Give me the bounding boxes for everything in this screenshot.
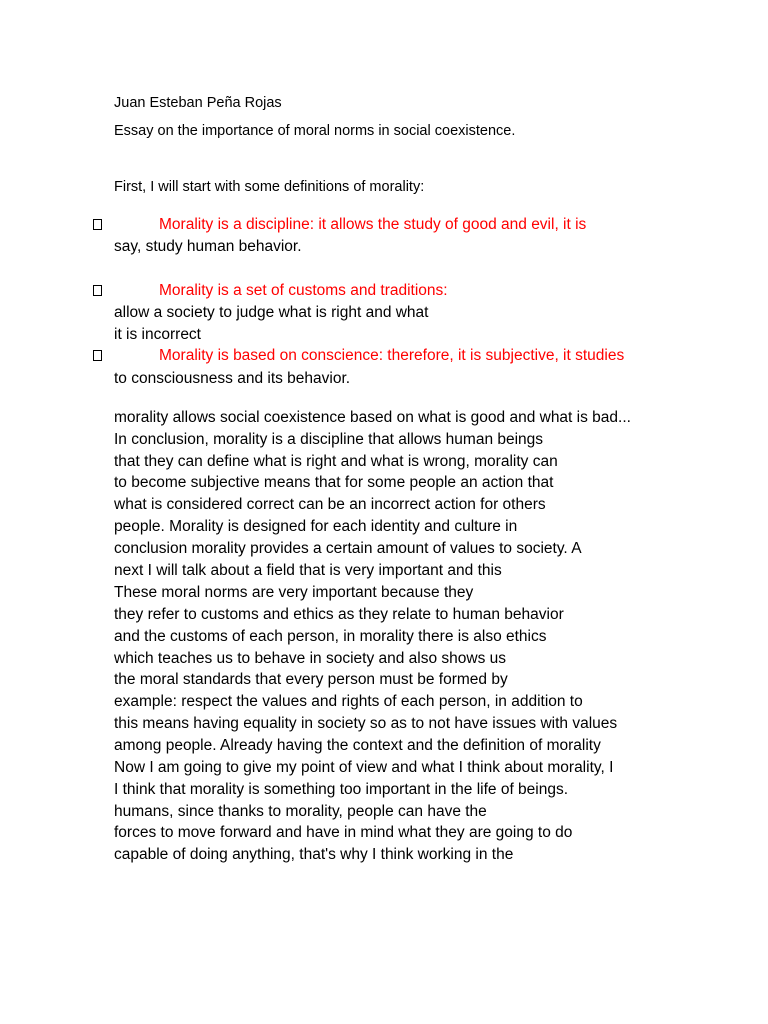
definition-1-heading: Morality is a discipline: it allows the study of good and evil, it is bbox=[159, 216, 587, 233]
body-line: morality allows social coexistence based on what is good and what is bad... bbox=[114, 409, 631, 426]
body-line: I think that morality is something too important in the life of beings. bbox=[114, 781, 569, 798]
body-line: that they can define what is right and what is wrong, morality can bbox=[114, 453, 558, 470]
definition-2-heading: Morality is a set of customs and traditions: bbox=[159, 282, 448, 299]
body-line: humans, since thanks to morality, people can have the bbox=[114, 803, 487, 820]
body-line: among people. Already having the context and the definition of morality bbox=[114, 737, 601, 754]
body-line: conclusion morality provides a certain amount of values to society. A bbox=[114, 540, 582, 557]
intro-sentence: First, I will start with some definitions of morality: bbox=[114, 179, 425, 195]
definition-2-continuation: allow a society to judge what is right and what bbox=[114, 304, 429, 321]
body-line: example: respect the values and rights of each person, in addition to bbox=[114, 693, 583, 710]
essay-title: Essay on the importance of moral norms in social coexistence. bbox=[114, 123, 516, 139]
definition-3-heading: Morality is based on conscience: therefore, it is subjective, it studies bbox=[159, 347, 625, 364]
body-line: this means having equality in society so as to not have issues with values bbox=[114, 715, 618, 732]
body-line: to become subjective means that for some people an action that bbox=[114, 474, 554, 491]
body-line: In conclusion, morality is a discipline that allows human beings bbox=[114, 431, 544, 448]
body-line: what is considered correct can be an incorrect action for others bbox=[114, 496, 546, 513]
bullet-glyph-icon bbox=[93, 219, 102, 230]
body-line: next I will talk about a field that is very important and this bbox=[114, 562, 502, 579]
body-line: capable of doing anything, that's why I think working in the bbox=[114, 846, 514, 863]
body-line: they refer to customs and ethics as they relate to human behavior bbox=[114, 606, 564, 623]
body-line: and the customs of each person, in morality there is also ethics bbox=[114, 628, 547, 645]
author-name: Juan Esteban Peña Rojas bbox=[114, 95, 282, 111]
body-line: which teaches us to behave in society and also shows us bbox=[114, 650, 507, 667]
body-line: forces to move forward and have in mind what they are going to do bbox=[114, 824, 573, 841]
bullet-glyph-icon bbox=[93, 350, 102, 361]
definition-3-continuation: to consciousness and its behavior. bbox=[114, 370, 351, 387]
body-line: people. Morality is designed for each identity and culture in bbox=[114, 518, 518, 535]
definition-2-continuation: it is incorrect bbox=[114, 326, 201, 343]
body-line: These moral norms are very important because they bbox=[114, 584, 474, 601]
definition-1-continuation: say, study human behavior. bbox=[114, 238, 302, 255]
bullet-glyph-icon bbox=[93, 285, 102, 296]
body-line: Now I am going to give my point of view and what I think about morality, I bbox=[114, 759, 614, 776]
body-line: the moral standards that every person must be formed by bbox=[114, 671, 508, 688]
